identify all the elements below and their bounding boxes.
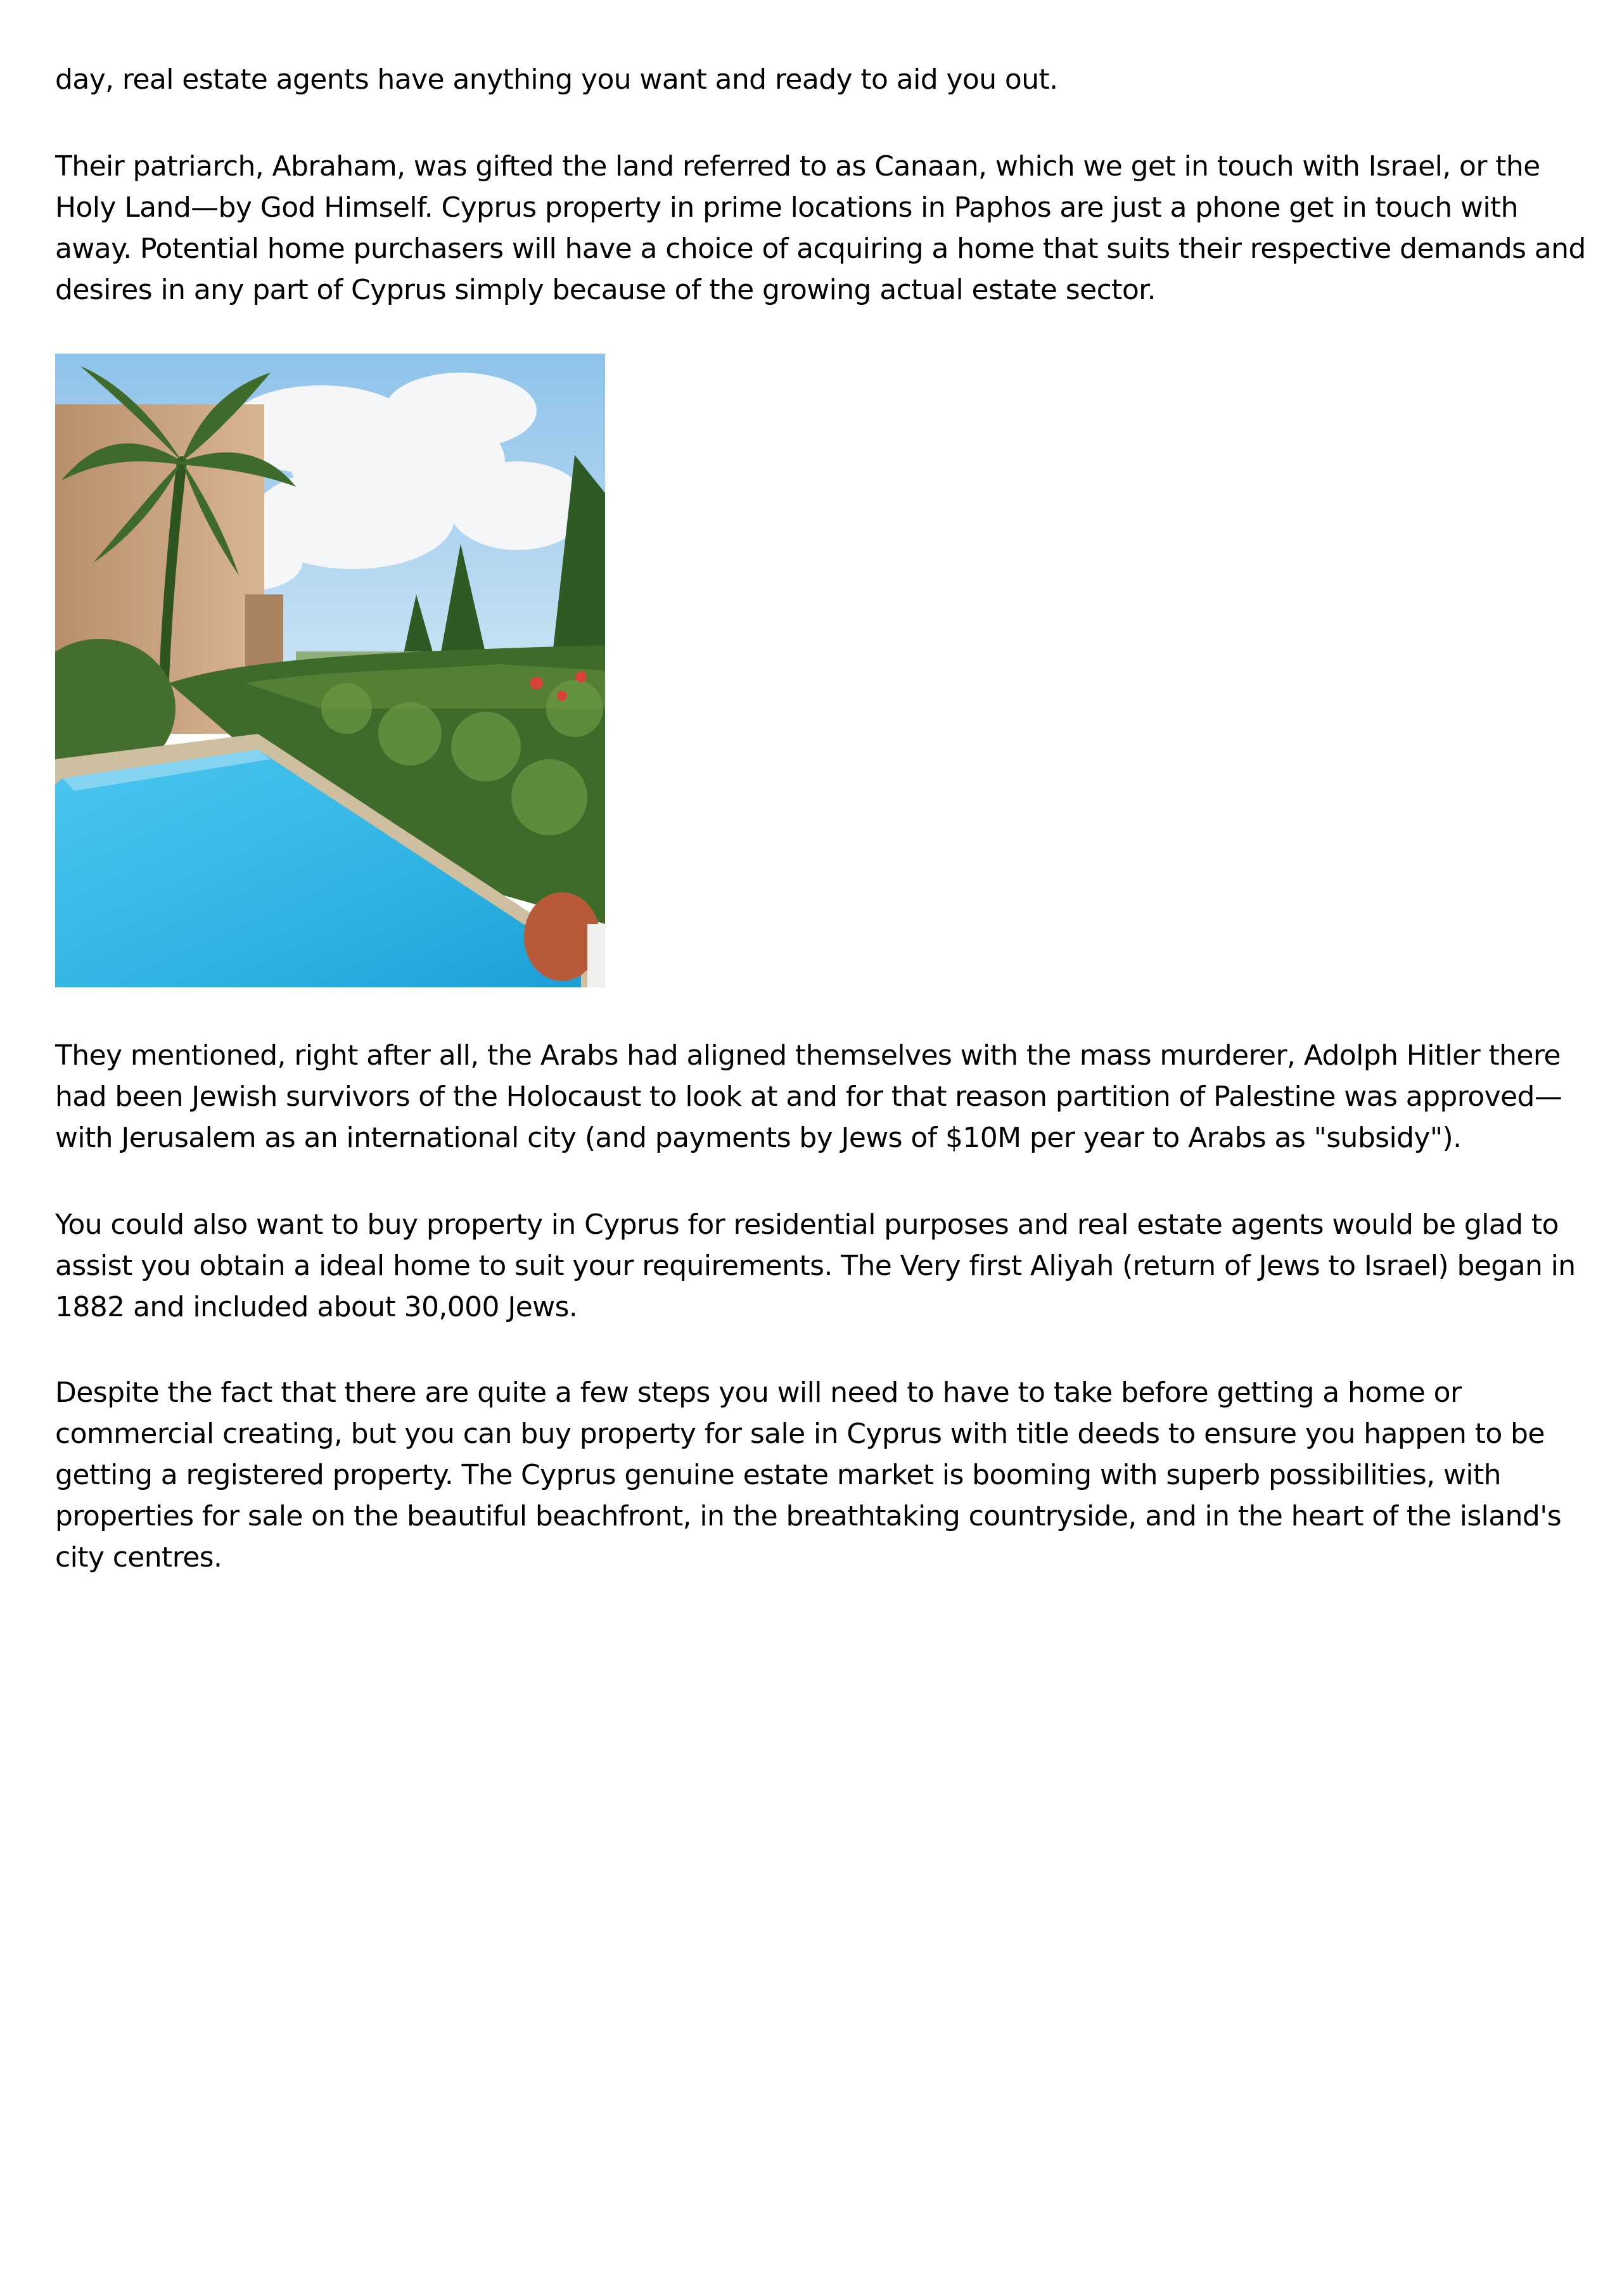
- paragraph-3: They mentioned, right after all, the Arabs had aligned themselves with the mass murderer, Adolph Hitler there had been Jewish survivors of the Holocaust to look at and for that reason partition of Palestine was approved—with Jerusalem as an international city (and payments by Jews of $10M per year to Arabs as "subsidy").: [55, 1039, 1562, 1154]
- paragraph-1: day, real estate agents have anything you want and ready to aid you out.: [55, 63, 1058, 96]
- paragraph-2: Their patriarch, Abraham, was gifted the land referred to as Canaan, which we get in touch with Israel, or the Holy Land—by God Himself. Cyprus property in prime locations in Paphos are just a phone get in touch with away. Potential home purchasers will have a choice of acquiring a home that suits their respective demands and desires in any part of Cyprus simply because of the growing actual estate sector.: [55, 150, 1586, 306]
- paragraph-4: You could also want to buy property in Cyprus for residential purposes and real estate agents would be glad to assist you obtain a ideal home to suit your requirements. The Very first Aliyah (return of Jews to Israel) began in 1882 and included about 30,000 Jews.: [55, 1209, 1576, 1323]
- pool-garden-photo: [55, 354, 605, 987]
- paragraph-5: Despite the fact that there are quite a few steps you will need to have to take before getting a home or commercial creating, but you can buy property for sale in Cyprus with title deeds to ensure you happen to be getting a registered property. The Cyprus genuine estate market is booming with superb possibilities, with properties for sale on the beautiful beachfront, in the breathtaking countryside, and in the heart of the island's city centres.: [55, 1376, 1562, 1574]
